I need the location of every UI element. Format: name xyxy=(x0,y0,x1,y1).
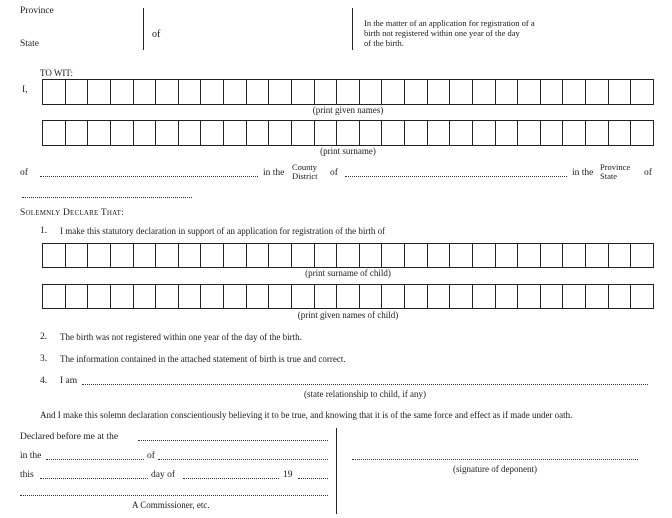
to-wit-label: TO WIT: xyxy=(40,68,73,78)
solemnly-declare-heading: Solemnly Declare That: xyxy=(20,208,124,218)
matter-line-2: birth not registered within one year of the day xyxy=(364,28,520,38)
character-box[interactable] xyxy=(563,244,586,267)
character-box[interactable] xyxy=(586,80,609,104)
character-box[interactable] xyxy=(473,285,496,308)
character-box[interactable] xyxy=(201,80,224,104)
character-box[interactable] xyxy=(337,80,360,104)
child-surname-boxes[interactable] xyxy=(42,243,654,268)
character-box[interactable] xyxy=(586,121,609,145)
character-box[interactable] xyxy=(631,244,653,267)
item-3-number: 3. xyxy=(40,354,48,364)
residence-in-the-label-2: in the xyxy=(572,168,594,178)
character-box[interactable] xyxy=(88,285,111,308)
residence-county-field[interactable] xyxy=(345,176,567,177)
item-4-number: 4. xyxy=(40,376,48,386)
character-box[interactable] xyxy=(631,80,653,104)
character-box[interactable] xyxy=(269,285,292,308)
character-box[interactable] xyxy=(473,80,496,104)
character-box[interactable] xyxy=(134,121,157,145)
character-box[interactable] xyxy=(247,80,270,104)
character-box[interactable] xyxy=(269,80,292,104)
character-box[interactable] xyxy=(586,244,609,267)
jurat-county-field[interactable] xyxy=(46,459,144,460)
character-box[interactable] xyxy=(156,244,179,267)
character-box[interactable] xyxy=(156,121,179,145)
character-box[interactable] xyxy=(88,121,111,145)
character-box[interactable] xyxy=(224,285,247,308)
character-box[interactable] xyxy=(66,244,89,267)
jurat-year-field[interactable] xyxy=(298,478,328,479)
character-box[interactable] xyxy=(66,121,89,145)
residence-of-label-2: of xyxy=(330,168,338,178)
character-box[interactable] xyxy=(563,80,586,104)
character-box[interactable] xyxy=(609,80,632,104)
jurat-year-prefix: 19 xyxy=(283,470,293,480)
character-box[interactable] xyxy=(43,80,66,104)
residence-province-label: Province xyxy=(600,162,631,172)
character-box[interactable] xyxy=(382,121,405,145)
character-box[interactable] xyxy=(337,121,360,145)
character-box[interactable] xyxy=(111,80,134,104)
character-box[interactable] xyxy=(337,244,360,267)
closing-statement: And I make this solemn declaration conscientiously believing it to be true, and knowing that it is of the same force and effect as if made under oath. xyxy=(40,410,573,420)
relationship-field[interactable] xyxy=(82,384,648,385)
character-box[interactable] xyxy=(179,80,202,104)
character-box[interactable] xyxy=(247,121,270,145)
character-box[interactable] xyxy=(315,285,338,308)
surname-boxes[interactable] xyxy=(42,120,654,146)
residence-of-label: of xyxy=(20,168,28,178)
character-box[interactable] xyxy=(337,285,360,308)
county-label: County xyxy=(292,162,318,172)
character-box[interactable] xyxy=(111,244,134,267)
residence-city-field[interactable] xyxy=(40,176,258,177)
jurat-this-label: this xyxy=(20,470,34,480)
character-box[interactable] xyxy=(224,121,247,145)
character-box[interactable] xyxy=(292,285,315,308)
character-box[interactable] xyxy=(360,121,383,145)
item-4-prefix: I am xyxy=(60,376,78,386)
character-box[interactable] xyxy=(179,285,202,308)
header-divider-left xyxy=(143,8,144,50)
character-box[interactable] xyxy=(428,285,451,308)
character-box[interactable] xyxy=(541,80,564,104)
character-box[interactable] xyxy=(518,285,541,308)
character-box[interactable] xyxy=(201,121,224,145)
character-box[interactable] xyxy=(292,244,315,267)
item-3-text: The information contained in the attached statement of birth is true and correct. xyxy=(60,354,346,364)
character-box[interactable] xyxy=(450,80,473,104)
character-box[interactable] xyxy=(631,121,653,145)
item-1-text: I make this statutory declaration in support of an application for registration of the birth of xyxy=(60,226,386,236)
child-surname-caption: (print surname of child) xyxy=(305,268,391,278)
given-names-boxes[interactable] xyxy=(42,79,654,105)
character-box[interactable] xyxy=(450,121,473,145)
matter-line-3: of the birth. xyxy=(364,38,404,48)
character-box[interactable] xyxy=(405,285,428,308)
character-box[interactable] xyxy=(405,121,428,145)
header-divider-right xyxy=(352,8,353,50)
character-box[interactable] xyxy=(496,80,519,104)
item-2-number: 2. xyxy=(40,332,48,342)
character-box[interactable] xyxy=(66,285,89,308)
character-box[interactable] xyxy=(43,121,66,145)
declared-place-field[interactable] xyxy=(138,440,328,441)
jurat-day-of-label: day of xyxy=(151,470,176,480)
district-label: District xyxy=(292,171,318,181)
character-box[interactable] xyxy=(473,244,496,267)
character-box[interactable] xyxy=(179,244,202,267)
deponent-signature-field[interactable] xyxy=(352,459,638,460)
character-box[interactable] xyxy=(563,121,586,145)
character-box[interactable] xyxy=(66,80,89,104)
character-box[interactable] xyxy=(609,121,632,145)
character-box[interactable] xyxy=(134,80,157,104)
character-box[interactable] xyxy=(473,121,496,145)
surname-caption: (print surname) xyxy=(320,146,376,156)
character-box[interactable] xyxy=(518,80,541,104)
commissioner-signature-field[interactable] xyxy=(20,495,328,496)
character-box[interactable] xyxy=(450,244,473,267)
character-box[interactable] xyxy=(43,244,66,267)
character-box[interactable] xyxy=(156,80,179,104)
character-box[interactable] xyxy=(518,244,541,267)
commissioner-label: A Commissioner, etc. xyxy=(132,500,210,510)
character-box[interactable] xyxy=(382,80,405,104)
character-box[interactable] xyxy=(450,285,473,308)
matter-line-1: In the matter of an application for registration of a xyxy=(364,18,535,28)
character-box[interactable] xyxy=(405,244,428,267)
character-box[interactable] xyxy=(496,121,519,145)
character-box[interactable] xyxy=(609,244,632,267)
character-box[interactable] xyxy=(541,121,564,145)
character-box[interactable] xyxy=(428,244,451,267)
residence-province-field[interactable] xyxy=(22,197,192,198)
character-box[interactable] xyxy=(496,285,519,308)
character-box[interactable] xyxy=(43,285,66,308)
character-box[interactable] xyxy=(134,285,157,308)
residence-of-label-3: of xyxy=(644,168,652,178)
character-box[interactable] xyxy=(563,285,586,308)
character-box[interactable] xyxy=(111,121,134,145)
person-prefix: I, xyxy=(22,85,28,95)
character-box[interactable] xyxy=(88,244,111,267)
given-names-caption: (print given names) xyxy=(312,105,384,115)
province-label: Province xyxy=(20,6,54,16)
character-box[interactable] xyxy=(88,80,111,104)
of-label: of xyxy=(152,29,161,40)
signature-caption: (signature of deponent) xyxy=(453,464,537,474)
character-box[interactable] xyxy=(247,244,270,267)
character-box[interactable] xyxy=(315,121,338,145)
relationship-caption: (state relationship to child, if any) xyxy=(304,389,426,399)
character-box[interactable] xyxy=(315,244,338,267)
character-box[interactable] xyxy=(201,285,224,308)
character-box[interactable] xyxy=(382,244,405,267)
character-box[interactable] xyxy=(156,285,179,308)
character-box[interactable] xyxy=(224,80,247,104)
character-box[interactable] xyxy=(428,80,451,104)
jurat-in-the-label: in the xyxy=(20,451,42,461)
character-box[interactable] xyxy=(609,285,632,308)
jurat-month-field[interactable] xyxy=(183,478,279,479)
child-given-boxes[interactable] xyxy=(42,284,654,309)
character-box[interactable] xyxy=(179,121,202,145)
child-given-caption: (print given names of child) xyxy=(297,310,399,320)
residence-in-the-label: in the xyxy=(263,168,285,178)
jurat-of-label: of xyxy=(147,451,155,461)
character-box[interactable] xyxy=(496,244,519,267)
character-box[interactable] xyxy=(360,285,383,308)
character-box[interactable] xyxy=(382,285,405,308)
item-2-text: The birth was not registered within one year of the day of the birth. xyxy=(60,332,302,342)
character-box[interactable] xyxy=(201,244,224,267)
jurat-province-field[interactable] xyxy=(158,459,328,460)
character-box[interactable] xyxy=(631,285,653,308)
character-box[interactable] xyxy=(247,285,270,308)
jurat-day-field[interactable] xyxy=(40,478,148,479)
character-box[interactable] xyxy=(541,285,564,308)
jurat-divider xyxy=(336,428,337,514)
character-box[interactable] xyxy=(269,121,292,145)
declared-before-label: Declared before me at the xyxy=(20,432,119,442)
character-box[interactable] xyxy=(541,244,564,267)
item-1-number: 1. xyxy=(40,226,48,236)
character-box[interactable] xyxy=(405,80,428,104)
character-box[interactable] xyxy=(428,121,451,145)
character-box[interactable] xyxy=(315,80,338,104)
character-box[interactable] xyxy=(134,244,157,267)
residence-state-label: State xyxy=(600,171,617,181)
character-box[interactable] xyxy=(518,121,541,145)
character-box[interactable] xyxy=(360,80,383,104)
character-box[interactable] xyxy=(292,121,315,145)
character-box[interactable] xyxy=(269,244,292,267)
character-box[interactable] xyxy=(111,285,134,308)
character-box[interactable] xyxy=(224,244,247,267)
character-box[interactable] xyxy=(360,244,383,267)
character-box[interactable] xyxy=(586,285,609,308)
character-box[interactable] xyxy=(292,80,315,104)
state-label: State xyxy=(20,39,39,49)
